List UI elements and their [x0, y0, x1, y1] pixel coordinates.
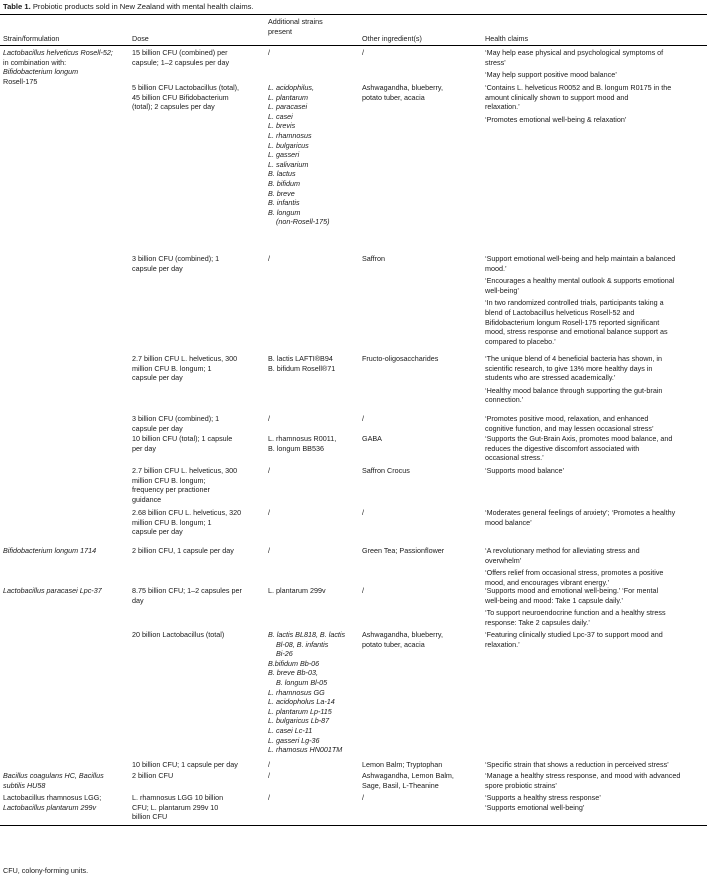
row4-other: Fructo-oligosaccharides: [362, 354, 439, 363]
row3-other: Saffron: [362, 254, 386, 263]
header-dose: Dose: [132, 34, 149, 43]
row3-dose: 3 billion CFU (combined); 1 capsule per day: [132, 254, 220, 273]
row5-other: /: [362, 414, 364, 423]
row9-claims: ‘A revolutionary method for alleviating stress and overwhelm’ ‘Offers relief from occasional stress, promotes a positive mood, and encourages vibrant energy.’: [485, 546, 664, 587]
row6-other: GABA: [362, 434, 382, 443]
row1-additional: /: [268, 48, 270, 57]
row4-claims: ‘The unique blend of 4 beneficial bacteria has shown, in scientific research, to give 13% more healthy days in students who are stressed academically.’ ‘Healthy mood balance through supporting the gut-brain connection.’: [485, 354, 663, 405]
row7-claims: ‘Supports mood balance’: [485, 466, 565, 475]
row9-strain: Bifidobacterium longum 1714: [3, 546, 97, 555]
row13-dose: 2 billion CFU: [132, 771, 174, 780]
table-title: Probiotic products sold in New Zealand with mental health claims.: [32, 2, 254, 11]
row14-other: /: [362, 793, 364, 802]
row11-dose: 20 billion Lactobacillus (total): [132, 630, 225, 639]
row4-dose: 2.7 billion CFU L. helveticus, 300 million CFU B. longum; 1 capsule per day: [132, 354, 238, 383]
row14-additional: /: [268, 793, 270, 802]
table-caption: [3, 2, 254, 12]
row12-other: Lemon Balm; Tryptophan: [362, 760, 443, 769]
row8-claims: ‘Moderates general feelings of anxiety’; ‘Promotes a healthy mood balance’: [485, 508, 676, 527]
row10-other: /: [362, 586, 364, 595]
header-rule: [0, 45, 707, 46]
top-rule: [0, 14, 707, 15]
row7-dose: 2.7 billion CFU L. helveticus, 300 million CFU B. longum; frequency per practioner guidance: [132, 466, 238, 504]
table-footnote: CFU, colony-forming units.: [3, 866, 89, 875]
row10-strain: Lactobacillus paracasei Lpc-37: [3, 586, 102, 595]
row10-dose: 8.75 billion CFU; 1–2 capsules per day: [132, 586, 242, 605]
row2-dose: 5 billion CFU Lactobacillus (total), 45 billion CFU Bifidobacterium (total); 2 capsules per day: [132, 83, 240, 112]
row6-claims: ‘Supports the Gut-Brain Axis, promotes mood balance, and reduces the digestive discomfort associated with occasional stress.’: [485, 434, 673, 463]
row12-additional: /: [268, 760, 270, 769]
row13-claims: ‘Manage a healthy stress response, and mood with advanced spore probiotic strains’: [485, 771, 681, 790]
row9-other: Green Tea; Passionflower: [362, 546, 445, 555]
row5-claims: ‘Promotes positive mood, relaxation, and enhanced cognitive function, and may lessen occasional stress’: [485, 414, 654, 433]
row10-claims: ‘Supports mood and emotional well-being.’ ‘For mental well-being and mood: Take 1 capsule daily.’ ‘To support neuroendocrine function and a healthy stress response: Take 2 capsules daily.’: [485, 586, 666, 627]
row11-additional: B. lactis BL818, B. lactis Bl-08, B. infantis Bi-26 B.bifidum Bb-06 B. breve Bb-03, B. longum Bl-05 L. rhamnosus GG L. acidopholus La-14 L. plantarum Lp-115 L. bulgaricus Lb-87 L. casei Lc-11 L. gasseri Lg-36 L. rhamosus HN001TM: [268, 630, 346, 755]
row7-additional: /: [268, 466, 270, 475]
row8-other: /: [362, 508, 364, 517]
row2-other: Ashwagandha, blueberry, potato tuber, acacia: [362, 83, 443, 102]
row1-dose: 15 billion CFU (combined) per capsule; 1–2 capsules per day: [132, 48, 230, 67]
row2-claims: ‘Contains L. helveticus R0052 and B. longum R0175 in the amount clinically shown to support mood and relaxation.’ ‘Promotes emotional well-being & relaxation’: [485, 83, 672, 124]
row5-dose: 3 billion CFU (combined); 1 capsule per day: [132, 414, 220, 433]
header-additional: Additional strains present: [268, 17, 323, 36]
row5-additional: /: [268, 414, 270, 423]
row3-additional: /: [268, 254, 270, 263]
row4-additional: B. lactis LAFTI®B94 B. bifidum Rosell®71: [268, 354, 336, 373]
header-strain: Strain/formulation: [3, 34, 60, 43]
row14-claims: ‘Supports a healthy stress response’ ‘Supports emotional well-being’: [485, 793, 601, 812]
row8-dose: 2.68 billion CFU L. helveticus, 320 million CFU B. longum; 1 capsule per day: [132, 508, 242, 537]
row10-additional: L. plantarum 299v: [268, 586, 326, 595]
row8-additional: /: [268, 508, 270, 517]
row6-dose: 10 billion CFU (total); 1 capsule per day: [132, 434, 233, 453]
row11-other: Ashwagandha, blueberry, potato tuber, acacia: [362, 630, 443, 649]
row2-additional: L. acidophilus, L. plantarum L. paracasei L. casei L. brevis L. rhamnosus L. bulgaricus L. gasseri L. salivarium B. lactus B. bifidum B. breve B. infantis B. longum (non-Rosell-175): [268, 83, 330, 227]
row1-claims: ‘May help ease physical and psychological symptoms of stress’ ‘May help support positive mood balance’: [485, 48, 664, 80]
row13-additional: /: [268, 771, 270, 780]
table-label: Table 1.: [3, 2, 31, 11]
header-other: Other ingredient(s): [362, 34, 422, 43]
row14-dose: L. rhamnosus LGG 10 billion CFU; L. plantarum 299v 10 billion CFU: [132, 793, 224, 822]
row13-other: Ashwagandha, Lemon Balm, Sage, Basil, L-Theanine: [362, 771, 454, 790]
row1-strain: Lactobacillus helveticus Rosell-52; in combination with: Bifidobacterium longum Rosell-175: [3, 48, 113, 86]
row12-dose: 10 billion CFU; 1 capsule per day: [132, 760, 238, 769]
row7-other: Saffron Crocus: [362, 466, 410, 475]
header-claims: Health claims: [485, 34, 529, 43]
row13-strain: Bacillus coagulans HC, Bacillus subtilis HU58: [3, 771, 104, 790]
row6-additional: L. rhamnosus R0011, B. longum BB536: [268, 434, 337, 453]
row12-claims: ‘Specific strain that shows a reduction in perceived stress’: [485, 760, 669, 769]
bottom-rule: [0, 825, 707, 826]
row3-claims: ‘Support emotional well-being and help maintain a balanced mood.’ ‘Encourages a healthy mental outlook & supports emotional well-being’ ‘In two randomized controlled trials, participants taking a blend of Lactobacillus helveticus Rosell-52 and Bifidobacterium longum Rosell-175 reported significant mood, stress response and emotional balance support as compared to placebo.’: [485, 254, 676, 346]
row9-additional: /: [268, 546, 270, 555]
row14-strain: Lactobacillus rhamnosus LGG; Lactobacillus plantarum 299v: [3, 793, 102, 812]
row11-claims: ‘Featuring clinically studied Lpc-37 to support mood and relaxation.’: [485, 630, 663, 649]
row9-dose: 2 billion CFU, 1 capsule per day: [132, 546, 234, 555]
row1-other: /: [362, 48, 364, 57]
